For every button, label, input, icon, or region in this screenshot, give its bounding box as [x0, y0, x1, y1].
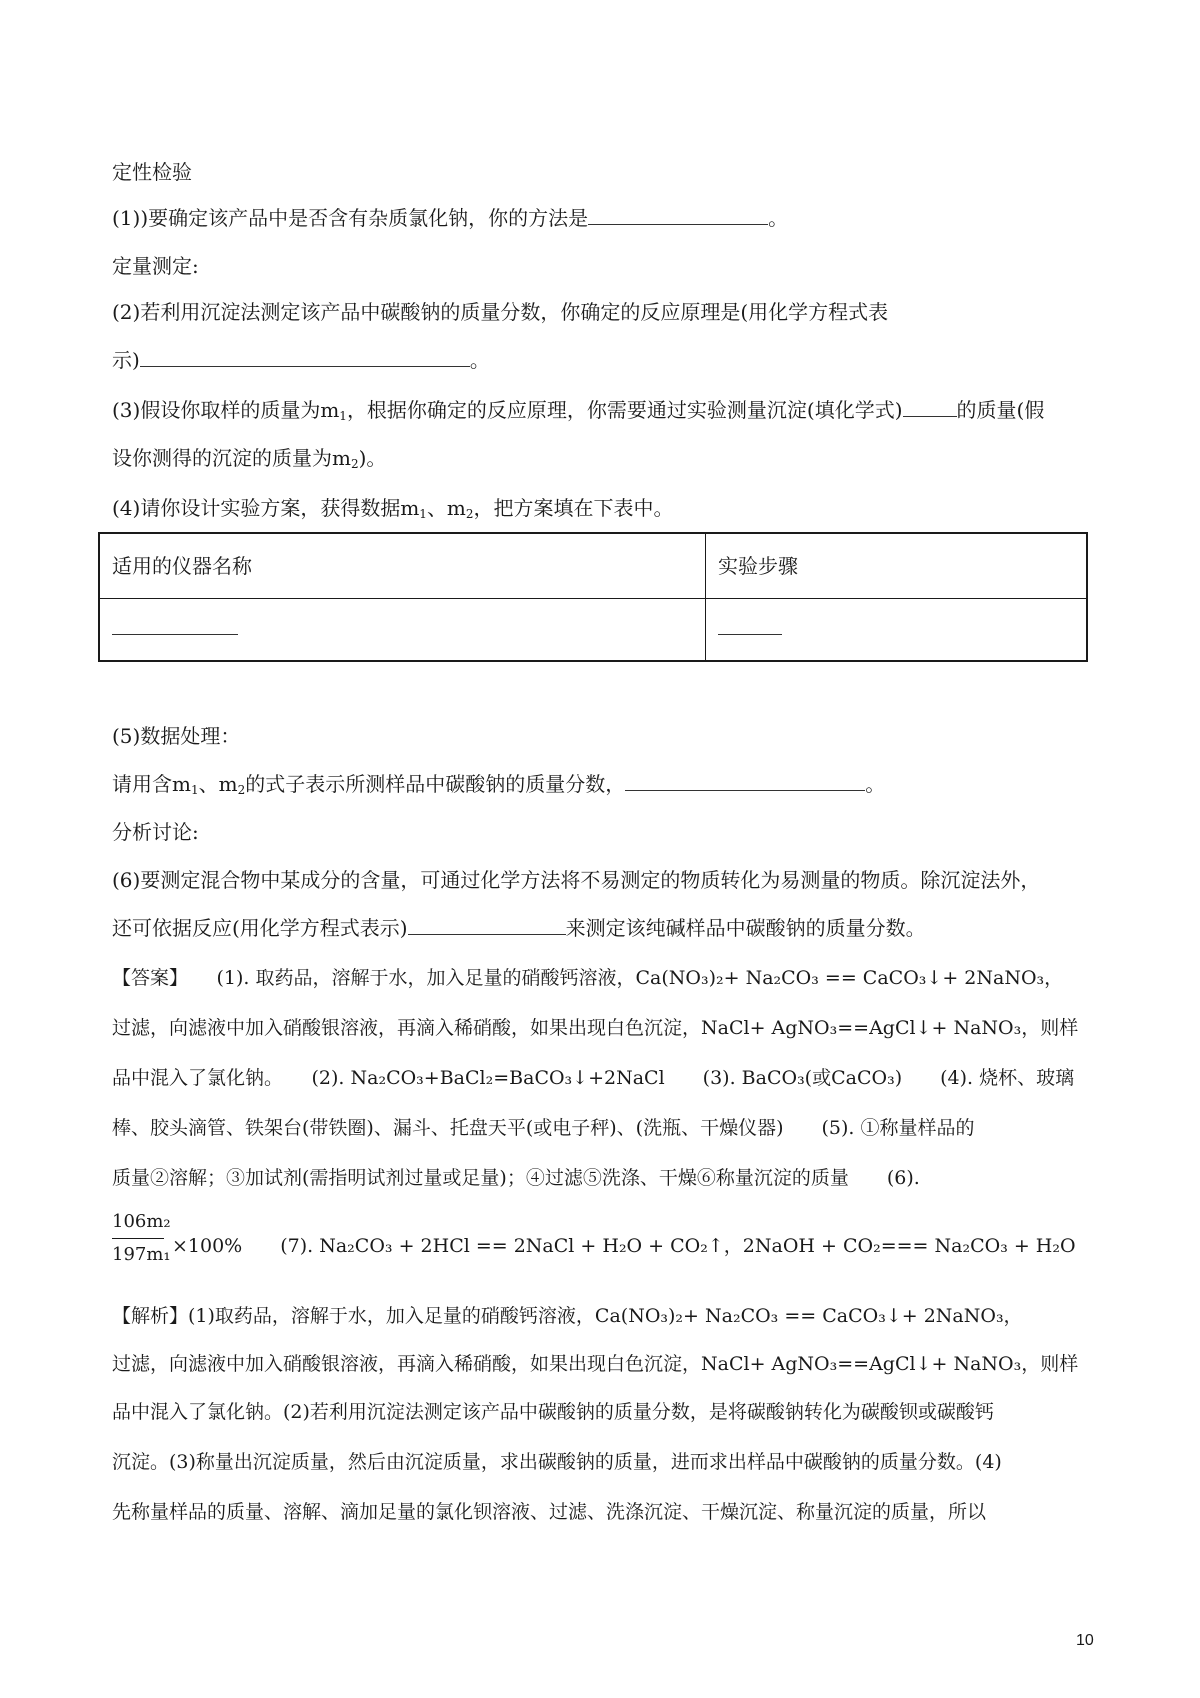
answer-fraction: [112, 1210, 170, 1267]
answer-blank-3[interactable]: [903, 396, 957, 417]
analysis-line5: 先称量样品的质量、溶解、滴加足量的氯化钡溶液、过滤、洗涤沉淀、干燥沉淀、称量沉淀的质量，所以: [112, 1501, 987, 1523]
section-discussion: 分析讨论:: [112, 820, 199, 844]
answer-blank-steps[interactable]: [718, 614, 782, 635]
analysis-line2: 过滤，向滤液中加入硝酸银溶液，再滴入稀硝酸，如果出现白色沉淀，NaCl+ AgNO₃==AgCl↓+ NaNO₃，则样: [112, 1353, 1079, 1375]
question-4: [112, 494, 674, 528]
question-3-text-d: 设你测得的沉淀的质量为m: [112, 446, 351, 470]
analysis-line1: 【解析】(1)取药品，溶解于水，加入足量的硝酸钙溶液，Ca(NO₃)₂+ Na₂CO₃ == CaCO₃↓+ 2NaNO₃，: [112, 1305, 1023, 1327]
table-header-instruments: 适用的仪器名称: [112, 554, 252, 578]
section-qualitative: 定性检验: [112, 160, 192, 184]
question-3-line1: [112, 396, 1044, 430]
question-2-end: 。: [469, 348, 490, 372]
subscript: 2: [465, 507, 474, 521]
analysis-line4: 沉淀。(3)称量出沉淀质量，然后由沉淀质量，求出碳酸钠的质量，进而求出样品中碳酸钠的质量分数。(4): [112, 1451, 1002, 1473]
question-6-line1: (6)要测定混合物中某成分的含量，可通过化学方法将不易测定的物质转化为易测量的物质。除沉淀法外，: [112, 868, 1041, 892]
subscript: 1: [339, 409, 347, 423]
answer-blank-6[interactable]: [408, 914, 566, 935]
question-5-text-b: 、m: [198, 772, 238, 796]
question-2-line2: [112, 346, 490, 374]
question-5: [112, 770, 885, 804]
fraction-bar: [112, 1238, 164, 1239]
table-header-steps: 实验步骤: [718, 554, 798, 578]
question-4-text-c: ，把方案填在下表中。: [473, 496, 674, 520]
table-column-divider: [705, 534, 706, 660]
answer-line4: 棒、胶头滴管、铁架台(带铁圈)、漏斗、托盘天平(或电子秤)、(洗瓶、干燥仪器) (5). ①称量样品的: [112, 1117, 975, 1139]
question-3-line2: [112, 444, 386, 478]
question-5-text-c: 的式子表示所测样品中碳酸钠的质量分数，: [245, 772, 626, 796]
question-2-line1: (2)若利用沉淀法测定该产品中碳酸钠的质量分数，你确定的反应原理是(用化学方程式表: [112, 300, 889, 324]
answer-line1: 【答案】 (1). 取药品，溶解于水，加入足量的硝酸钙溶液，Ca(NO₃)₂+ Na₂CO₃ == CaCO₃↓+ 2NaNO₃，: [112, 967, 1064, 989]
question-6-text-b: 来测定该纯碱样品中碳酸钠的质量分数。: [565, 916, 926, 940]
table-row-divider: [100, 598, 1086, 599]
question-2-text: 示): [112, 348, 140, 372]
question-5-title: (5)数据处理：: [112, 724, 241, 748]
question-3-text-a: (3)假设你取样的质量为m: [112, 398, 340, 422]
answer-blank-1[interactable]: [588, 204, 768, 225]
question-1: [112, 204, 788, 232]
question-6-text-a: 还可依据反应(用化学方程式表示): [112, 916, 408, 940]
subscript: 1: [190, 783, 199, 797]
question-3-text-c: 的质量(假: [956, 398, 1045, 422]
subscript: 2: [237, 783, 246, 797]
answer-line5: 质量②溶解；③加试剂(需指明试剂过量或足量)；④过滤⑤洗涤、干燥⑥称量沉淀的质量 (6).: [112, 1167, 920, 1189]
question-5-text-a: 请用含m: [112, 772, 191, 796]
page-number: 10: [1076, 1632, 1094, 1649]
analysis-line3: 品中混入了氯化钠。(2)若利用沉淀法测定该产品中碳酸钠的质量分数，是将碳酸钠转化为碳酸钡或碳酸钙: [112, 1401, 994, 1423]
answer-blank-instruments[interactable]: [112, 614, 238, 635]
subscript: 2: [350, 457, 359, 471]
table-cell-steps: [718, 614, 782, 642]
answer-line3: 品中混入了氯化钠。 (2). Na₂CO₃+BaCl₂=BaCO₃↓+2NaCl (3). BaCO₃(或CaCO₃) (4). 烧杯、玻璃: [112, 1067, 1075, 1089]
answer-line6: ×100% (7). Na₂CO₃ + 2HCl == 2NaCl + H₂O + CO₂↑，2NaOH + CO₂=== Na₂CO₃ + H₂O: [172, 1235, 1076, 1257]
answer-blank-2[interactable]: [140, 346, 470, 367]
subscript: 1: [419, 507, 427, 521]
table-cell-instruments: [112, 614, 238, 642]
question-1-end: 。: [768, 206, 789, 230]
question-6-line2: [112, 914, 926, 942]
question-4-text-b: 、m: [426, 496, 466, 520]
question-3-text-b: ，根据你确定的反应原理，你需要通过实验测量沉淀(填化学式): [346, 398, 903, 422]
answer-line2: 过滤，向滤液中加入硝酸银溶液，再滴入稀硝酸，如果出现白色沉淀，NaCl+ AgNO₃==AgCl↓+ NaNO₃，则样: [112, 1017, 1079, 1039]
experiment-table: [98, 532, 1088, 662]
fraction-denominator: 197m₁: [112, 1244, 171, 1265]
question-5-end: 。: [865, 772, 886, 796]
answer-blank-5[interactable]: [625, 770, 865, 791]
question-1-text: (1))要确定该产品中是否含有杂质氯化钠，你的方法是: [112, 206, 589, 230]
fraction-numerator: 106m₂: [112, 1211, 171, 1232]
question-4-text-a: (4)请你设计实验方案，获得数据m: [112, 496, 420, 520]
section-quantitative: 定量测定:: [112, 254, 199, 278]
question-3-text-e: )。: [358, 446, 387, 470]
